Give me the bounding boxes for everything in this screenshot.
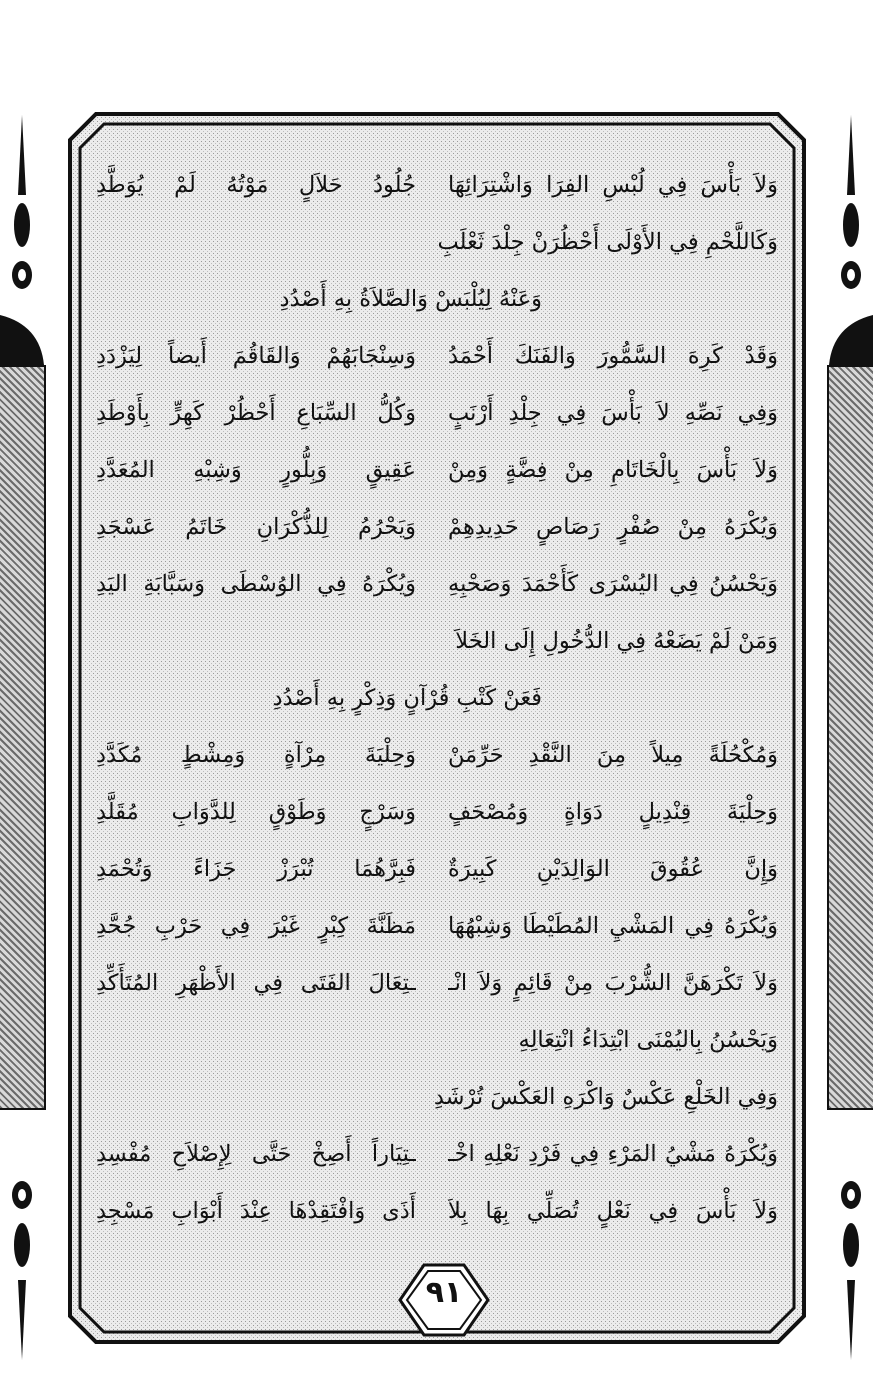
second-hemistich: عَقِيقٍ وَبِلُّورٍ وَشِبْهِ المُعَدَّدِ (96, 457, 416, 483)
single-hemistich: وَيَحْسُنُ بِاليُمْنَى ابْتِدَاءُ انْتِعَالِهِ (518, 1027, 778, 1053)
right-side-ornament (815, 115, 873, 1360)
verse-line (92, 787, 782, 837)
first-hemistich: وَقَدْ كَرِهَ السَّمُّورَ وَالفَنَكَ أَحْمَدُ (448, 343, 778, 369)
second-hemistich: مَظَنَّةَ كِبْرٍ غَيْرَ فِي حَرْبِ جُحَّدِ (96, 913, 416, 939)
verse-line (92, 1015, 782, 1065)
first-hemistich: وَلاَ بَأْسَ بِالْخَاتَامِ مِنْ فِضَّةٍ وَمِنْ (448, 457, 778, 483)
second-hemistich: وَسِنْجَابَهُمْ وَالقَاقُمَ أَيضاً لِيَزْدَدِ (96, 343, 416, 369)
single-hemistich: فَعَنْ كَتْبِ قُرْآنٍ وَذِكْرٍ بِهِ أَصْدُدِ (272, 685, 542, 711)
verse-line (92, 844, 782, 894)
single-hemistich: وَمَنْ لَمْ يَضَعْهُ فِي الدُّخُولِ إِلَى الخَلاَ (455, 628, 778, 654)
first-hemistich: وَيُكْرَهُ فِي المَشْيِ المُطَيْطَا وَشِبْهُهَا (448, 913, 778, 939)
second-hemistich: ـتِعَالَ الفَتَى فِي الأَظْهَرِ المُتَأَكِّدِ (96, 970, 416, 996)
first-hemistich: وَيُكْرَهُ مَشْيُ المَرْءِ فِي فَرْدِ نَعْلِهِ اخْـ (448, 1141, 778, 1167)
second-hemistich: وَسَرْجٍ وَطَوْقٍ لِلدَّوَابِ مُقَلَّدِ (96, 799, 416, 825)
verse-line (92, 559, 782, 609)
second-hemistich: ـتِيَاراً أَصِخْ حَتَّى لِإِصْلاَحِ مُفْسِدِ (96, 1141, 416, 1167)
first-hemistich: وَلاَ بَأْسَ فِي نَعْلٍ تُصَلِّي بِهَا بِلاَ (448, 1198, 778, 1224)
page-number-badge (398, 1263, 490, 1337)
verse-line (92, 1186, 782, 1236)
verse-line (92, 445, 782, 495)
verse-line (92, 730, 782, 780)
page-number: ٩١ (425, 1275, 463, 1310)
second-hemistich: جُلُودُ حَلاَلٍ مَوْتُهُ لَمْ يُوَطَّدِ (96, 172, 416, 198)
verse-line (92, 673, 782, 723)
verse-line (92, 502, 782, 552)
verse-line (92, 1072, 782, 1122)
single-hemistich: وَكَاللَّحْمِ فِي الأَوْلَى أَحْظُرَنْ جِلْدَ ثَعْلَبِ (437, 229, 778, 255)
second-hemistich: فَبِرَّهُمَا تُبْرَزْ جَزَاءً وَتُحْمَدِ (96, 856, 416, 882)
first-hemistich: وَلاَ بَأْسَ فِي لُبْسِ الفِرَا وَاشْتِرَائِهَا (448, 172, 778, 198)
left-decorative-band (0, 365, 46, 1110)
second-hemistich: وَكُلُّ السِّبَاعِ أَحْظُرْ كَهِرٍّ بِأَوْطَدِ (96, 400, 416, 426)
verse-line (92, 388, 782, 438)
first-hemistich: وَمُكْحُلَةً مِيلاً مِنَ النَّقْدِ حَرِّمَنْ (448, 742, 778, 768)
second-hemistich: وَيُكْرَهُ فِي الوُسْطَى وَسَبَّابَةِ اليَدِ (96, 571, 416, 597)
verse-line (92, 331, 782, 381)
verse-line (92, 274, 782, 324)
left-side-ornament (0, 115, 58, 1360)
second-hemistich: وَحِلْيَةَ مِرْآةٍ وَمِشْطٍ مُكَدَّدِ (96, 742, 416, 768)
first-hemistich: وَإِنَّ عُقُوقَ الوَالِدَيْنِ كَبِيرَةٌ (448, 856, 778, 882)
single-hemistich: وَفِي الخَلْعِ عَكْسٌ وَاكْرَهِ العَكْسَ تُرْشَدِ (433, 1084, 778, 1110)
first-hemistich: وَحِلْيَةَ قِنْدِيلٍ دَوَاةٍ وَمُصْحَفٍ (448, 799, 778, 825)
poem-text-area (92, 150, 782, 1270)
right-decorative-band (827, 365, 873, 1110)
verse-line (92, 958, 782, 1008)
single-hemistich: وَعَنْهُ لِيُلْبَسْ وَالصَّلاَةُ بِهِ أَصْدُدِ (279, 286, 542, 312)
first-hemistich: وَلاَ تَكْرَهَنَّ الشُّرْبَ مِنْ قَائِمٍ وَلاَ انْـ (448, 970, 778, 996)
verse-line (92, 1129, 782, 1179)
first-hemistich: وَيَحْسُنُ فِي اليُسْرَى كَأَحْمَدَ وَصَحْبِهِ (448, 571, 778, 597)
verse-line (92, 160, 782, 210)
verse-line (92, 616, 782, 666)
first-hemistich: وَيُكْرَهُ مِنْ صُفْرٍ رَصَاصٍ حَدِيدِهِمْ (448, 514, 778, 540)
second-hemistich: أَذَى وَافْتَقِدْهَا عِنْدَ أَبْوَابِ مَسْجِدِ (96, 1198, 416, 1224)
verse-line (92, 901, 782, 951)
first-hemistich: وَفِي نَصِّهِ لاَ بَأْسَ فِي جِلْدِ أَرْنَبٍ (448, 400, 778, 426)
verse-line (92, 217, 782, 267)
second-hemistich: وَيَحْرُمُ لِلذُّكْرَانِ خَاتَمُ عَسْجَدِ (96, 514, 416, 540)
